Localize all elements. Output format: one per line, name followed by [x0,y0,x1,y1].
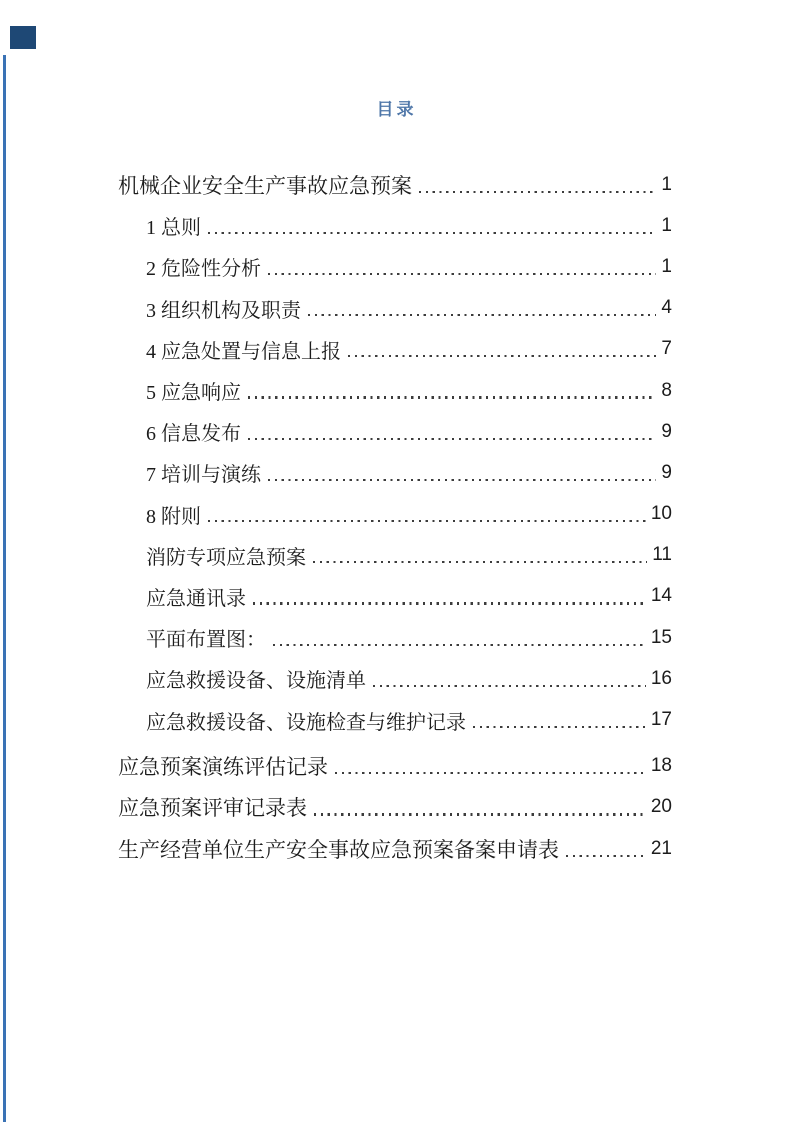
toc-dot-leader [473,726,646,728]
toc-entry[interactable] [118,452,672,493]
toc-entry-text: 应急预案评审记录表 [118,796,307,821]
toc-entry[interactable] [118,205,672,246]
toc-entry[interactable] [118,576,672,617]
toc-entry[interactable] [118,246,672,287]
toc-list [118,164,672,869]
toc-title: 目录 [376,100,417,119]
toc-entry[interactable] [118,494,672,535]
toc-entry-text: 5 应急响应 [146,382,241,405]
left-margin-line [3,55,6,1122]
toc-page-number: 1 [661,173,672,195]
toc-entry[interactable] [118,411,672,452]
toc-entry-text: 8 附则 [146,505,201,528]
toc-entry-text: 生产经营单位生产安全事故应急预案备案申请表 [118,837,559,862]
toc-entry-text: 消防专项应急预案 [146,546,306,569]
toc-entry-text: 7 培训与演练 [146,464,261,487]
toc-dot-leader [248,438,656,440]
toc-page-number: 16 [650,667,672,689]
toc-dot-leader [208,520,646,522]
toc-entry-text: 4 应急处置与信息上报 [146,340,341,363]
toc-dot-leader [566,855,646,857]
toc-entry-text: 应急通讯录 [146,587,246,610]
toc-page-number: 21 [650,837,672,859]
toc-dot-leader [208,232,656,234]
toc-dot-leader [273,644,646,646]
toc-dot-leader [313,561,647,563]
toc-entry[interactable] [118,288,672,329]
toc-page-number: 9 [661,420,672,442]
toc-page-number: 20 [650,796,672,818]
toc-dot-leader [248,396,656,398]
toc-entry[interactable] [118,699,672,740]
toc-dot-leader [268,273,656,275]
toc-entry-text: 6 信息发布 [146,423,241,446]
toc-dot-leader [373,685,646,687]
toc-page-number: 10 [650,503,672,525]
toc-entry-text: 平面布置图： [146,629,266,652]
toc-entry[interactable] [118,164,672,205]
toc-page-number: 8 [661,379,672,401]
toc-page-number: 15 [650,626,672,648]
toc-page-number: 11 [652,544,672,566]
toc-entry[interactable] [118,746,672,787]
toc-dot-leader [253,602,646,604]
toc-dot-leader [308,314,656,316]
toc-entry-text: 应急救援设备、设施检查与维护记录 [146,711,466,734]
toc-entry[interactable] [118,329,672,370]
toc-entry[interactable] [118,787,672,828]
toc-dot-leader [314,813,646,815]
toc-entry[interactable] [118,658,672,699]
toc-page-number: 4 [661,297,672,319]
toc-entry[interactable] [118,617,672,658]
toc-dot-leader [419,191,656,193]
toc-dot-leader [268,479,656,481]
toc-entry[interactable] [118,370,672,411]
toc-page-number: 18 [650,755,672,777]
toc-page-number: 1 [661,255,672,277]
toc-entry-text: 应急救援设备、设施清单 [146,670,366,693]
toc-entry[interactable] [118,535,672,576]
toc-page-number: 7 [661,338,672,360]
toc-page-number: 9 [661,461,672,483]
corner-marker [10,26,36,49]
toc-entry[interactable] [118,828,672,869]
toc-page-number: 1 [661,214,672,236]
toc-entry-text: 1 总则 [146,217,201,240]
toc-entry-text: 应急预案演练评估记录 [118,755,328,780]
toc-page-number: 14 [650,585,672,607]
toc-entry-text: 3 组织机构及职责 [146,299,301,322]
toc-entry-text: 2 危险性分析 [146,258,261,281]
toc-dot-leader [335,772,646,774]
toc-entry-text: 机械企业安全生产事故应急预案 [118,173,412,198]
toc-dot-leader [348,355,656,357]
toc-page-number: 17 [650,709,672,731]
